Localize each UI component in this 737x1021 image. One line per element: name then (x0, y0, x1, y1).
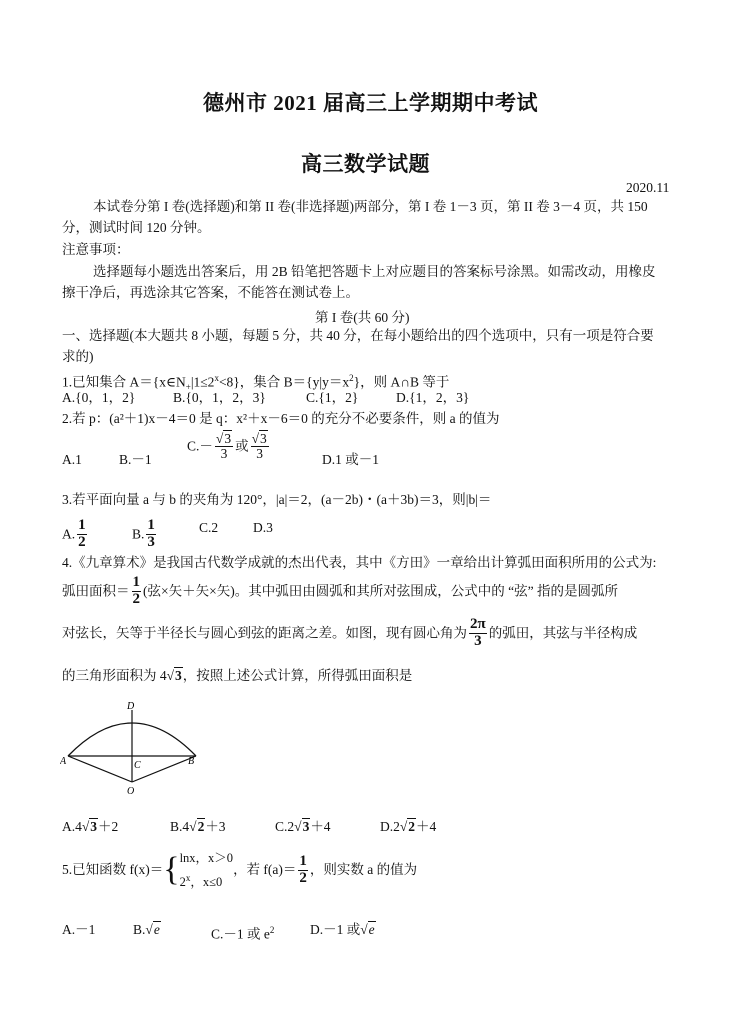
q1-option-a: A.{0，1，2} (62, 390, 136, 405)
exam-subtitle: 高三数学试题 (301, 152, 430, 176)
notice-line-2: 擦干净后，再选涂其它答案，不能答在测试卷上。 (62, 285, 359, 300)
radius-oa (68, 756, 132, 782)
notice-line-1: 选择题每小题选出答案后，用 2B 铅笔把答题卡上对应题目的答案标号涂黑。如需改动，用橡皮 (93, 264, 656, 279)
q1-option-b: B.{0，1，2，3} (173, 390, 266, 405)
intro-line-1: 本试卷分第 I 卷(选择题)和第 II 卷(非选择题)两部分，第 I 卷 1－3 页，第 II 卷 3－4 页，共 150 (93, 199, 648, 214)
label-o: O (127, 786, 135, 797)
q4-option-b: B.4√2＋3 (170, 819, 226, 834)
q2-stem: 2.若 p：(a²＋1)x－4＝0 是 q：x²＋x－6＝0 的充分不必要条件，则 a 的值为 (62, 411, 500, 426)
q3-option-c: C.2 (199, 520, 219, 535)
q4-options (62, 818, 437, 836)
label-a: A (60, 756, 67, 767)
q4-option-d: D.2√2＋4 (380, 819, 437, 834)
q4-option-a: A.4√3＋2 (62, 819, 119, 834)
q3-stem: 3.若平面向量 a 与 b 的夹角为 120°，|a|＝2，(a－2b)・(a＋3b)＝3，则|b|＝ (62, 492, 492, 507)
q2-option-b: B.－1 (119, 452, 152, 467)
q1-options (62, 389, 470, 407)
q2-option-c: C.－ $\frac{√3}{3}$ 或 $\frac{√3}{3}$ (187, 431, 267, 462)
q4-line-1: 4.《九章算术》是我国古代数学成就的杰出代表，其中《方田》一章给出计算弧田面积所用的公式为: (62, 555, 657, 570)
q5-option-b: B.√e (133, 922, 160, 937)
q2-option-d: D.1 或－1 (322, 452, 379, 467)
q5-stem: 5.已知函数 f(x)＝{ lnx，x＞0 2$^x$，x≤0 ，若 f(a)＝ $\frac{1}{2}$ ，则实数 a 的值为 (62, 848, 417, 892)
label-c: C (134, 760, 141, 771)
q1-stem: 1.已知集合 $A=\{x\in N_+|1\le 2^x<8\}$，集合 $B=\{y|y=x^2\}$，则 A∩B 等于 (62, 373, 450, 393)
q5-options (62, 921, 375, 942)
q3-option-d: D.3 (253, 520, 273, 535)
label-b: B (188, 756, 195, 767)
q3-option-a: A. $\frac{1}{2}$ (62, 517, 86, 550)
notice-title: 注意事项： (62, 242, 130, 257)
section-title: 第 I 卷(共 60 分) (315, 310, 410, 325)
q2-option-a: A.1 (62, 452, 82, 467)
exam-title: 德州市 2021 届高三上学期期中考试 (203, 91, 538, 115)
intro-line-2: 分，测试时间 120 分钟。 (62, 220, 211, 235)
q1-option-c: C.{1，2} (306, 390, 359, 405)
arc-segment-figure (60, 698, 210, 798)
q5-option-a: A.－1 (62, 922, 96, 937)
label-d: D (127, 701, 135, 712)
q4-line-3: 对弦长，矢等于半径长与圆心到弦的距离之差。如图，现有圆心角为 $\frac{2\pi}{3}$ 的弧田，其弦与半径构成 (62, 616, 638, 649)
radius-ob (132, 756, 196, 782)
q4-line-4: 的三角形面积为 4√3，按照上述公式计算，所得弧田面积是 (62, 668, 413, 683)
piecewise-cases: lnx，x＞0 2$^x$，x≤0 (179, 851, 234, 890)
q1-option-d: D.{1，2，3} (396, 390, 470, 405)
q5-option-c: C.－1 或 $e^2$ (211, 925, 275, 942)
exam-date: 2020.11 (626, 180, 670, 195)
q3-option-b: B. $\frac{1}{3}$ (132, 517, 155, 550)
section-desc-2: 求的) (62, 349, 94, 364)
q4-line-2: 弧田面积＝ $\frac{1}{2}$ (弦×矢＋矢×矢)。其中弧田由圆弧和其所对弦围成，公式中的 “弦” 指的是圆弧所 (62, 574, 618, 607)
q5-option-d: D.－1 或√e (310, 922, 375, 937)
section-desc-1: 一、选择题(本大题共 8 小题，每题 5 分，共 40 分，在每小题给出的四个选项中，只有一项是符合要 (62, 328, 654, 343)
q4-option-c: C.2√3＋4 (275, 819, 331, 834)
